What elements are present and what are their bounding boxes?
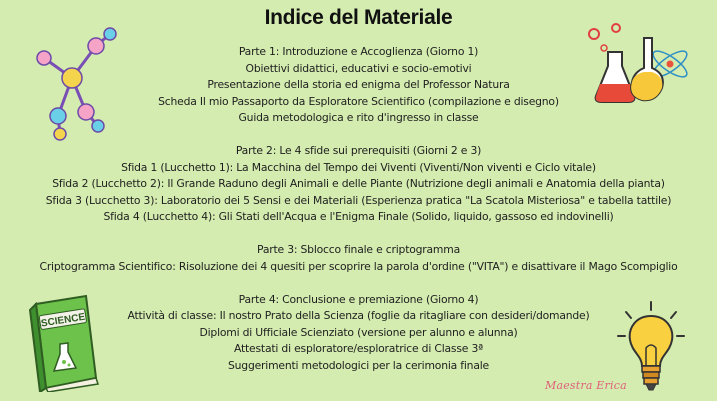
list-item: Suggerimenti metodologici per la cerimonia finale xyxy=(228,358,489,372)
list-item: Attestati di esploratore/esploratrice di Classe 3ª xyxy=(233,342,484,355)
science-book-icon xyxy=(26,292,104,392)
section-heading: Parte 2: Le 4 sfide sui prerequisiti (Giorni 2 e 3) xyxy=(235,144,482,157)
section-part-1 xyxy=(20,44,697,127)
section-heading: Parte 4: Conclusione e premiazione (Giorno 4) xyxy=(238,292,479,306)
section-part-2 xyxy=(20,143,697,226)
list-item: Sfida 3 (Lucchetto 3): Laboratorio dei 5 Sensi e dei Materiali (Esperienza pratica "La Scatola Misteriosa" e tabella tattile) xyxy=(45,193,672,207)
table-of-contents xyxy=(20,44,697,391)
list-item: Scheda Il mio Passaporto da Esploratore Scientifico (compilazione e disegno) xyxy=(158,94,559,108)
section-heading: Parte 3: Sblocco finale e criptogramma xyxy=(257,243,460,256)
author-signature: Maestra Erica xyxy=(545,379,627,392)
page-title: Indice del Materiale xyxy=(264,6,453,29)
list-item: Diplomi di Ufficiale Scienziato (versione per alunno e alunna) xyxy=(199,325,518,339)
list-item: Guida metodologica e rito d'ingresso in classe xyxy=(238,111,479,124)
list-item: Sfida 2 (Lucchetto 2): Il Grande Raduno degli Animali e delle Piante (Nutrizione degli animali e Anatomia della pianta) xyxy=(52,177,665,190)
list-item: Presentazione della storia ed enigma del Professor Natura xyxy=(207,78,510,91)
list-item: Attività di classe: Il nostro Prato della Scienza (foglie da ritagliare con desideri/domande) xyxy=(127,309,590,322)
list-item: Obiettivi didattici, educativi e socio-emotivi xyxy=(245,61,472,75)
section-part-3 xyxy=(20,242,697,275)
list-item: Sfida 1 (Lucchetto 1): La Macchina del Tempo dei Viventi (Viventi/Non viventi e Ciclo vitale) xyxy=(121,160,596,174)
section-part-4 xyxy=(20,292,697,375)
list-item: Criptogramma Scientifico: Risoluzione dei 4 quesiti per scoprire la parola d'ordine ("VITA") e disattivare il Mago Scompiglio xyxy=(39,259,678,273)
book-label: SCIENCE xyxy=(40,311,86,330)
section-heading: Parte 1: Introduzione e Accoglienza (Giorno 1) xyxy=(238,45,479,58)
list-item: Sfida 4 (Lucchetto 4): Gli Stati dell'Acqua e l'Enigma Finale (Solido, liquido, gassoso ed indovinelli) xyxy=(103,210,614,223)
